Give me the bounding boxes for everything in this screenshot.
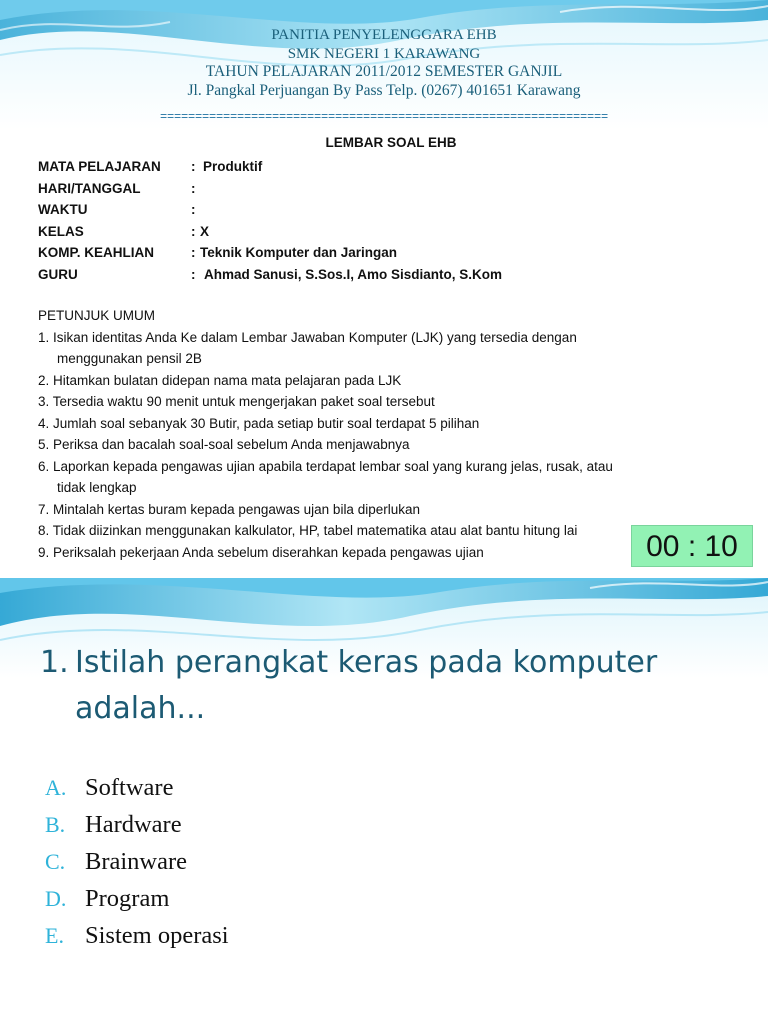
question — [40, 640, 740, 732]
committee-name: PANITIA PENYELENGGARA EHB — [271, 27, 497, 43]
option-letter: C. — [45, 849, 66, 874]
option-letter: D. — [45, 886, 67, 911]
instruction-item: 2. Hitamkan bulatan didepan nama mata pelajaran pada LJK — [38, 372, 402, 388]
option-text: Hardware — [85, 811, 182, 838]
field-colon: : — [191, 223, 196, 239]
school-name: SMK NEGERI 1 KARAWANG — [287, 45, 481, 62]
field-value: Ahmad Sanusi, S.Sos.I, Amo Sisdianto, S.Kom — [204, 266, 503, 282]
academic-year: TAHUN PELAJARAN 2011/2012 SEMESTER GANJIL — [205, 63, 563, 80]
school-header — [0, 26, 768, 100]
instruction-item: 3. Tersedia waktu 90 menit untuk mengerjakan paket soal tersebut — [38, 394, 435, 409]
field-colon: : — [191, 180, 196, 196]
field-label: GURU — [38, 266, 78, 282]
school-address: Jl. Pangkal Perjuangan By Pass Telp. (0267) 401651 Karawang — [187, 81, 581, 99]
question-number: 1. — [40, 645, 69, 680]
instruction-item: 1. Isikan identitas Anda Ke dalam Lembar Jawaban Komputer (LJK) yang tersedia dengan — [38, 329, 577, 345]
instruction-item: 6. Laporkan kepada pengawas ujian apabila terdapat lembar soal yang kurang jelas, rusak, atau — [38, 458, 613, 474]
option-text: Brainware — [85, 848, 188, 875]
option-letter: B. — [45, 812, 66, 837]
field-value: X — [200, 223, 210, 239]
option-text: Sistem operasi — [85, 922, 229, 949]
field-colon: : — [191, 266, 196, 282]
instruction-item: 7. Mintalah kertas buram kepada pengawas ujan bila diperlukan — [38, 501, 420, 517]
instruction-item: 9. Periksalah pekerjaan Anda sebelum diserahkan kepada pengawas ujian — [38, 544, 484, 560]
document-title: LEMBAR SOAL EHB — [325, 135, 457, 150]
field-colon: : — [191, 245, 196, 260]
instruction-item: 8. Tidak diizinkan menggunakan kalkulator, HP, tabel matematika atau alat bantu hitung lai — [38, 523, 578, 538]
field-label: MATA PELAJARAN — [38, 159, 161, 174]
header-separator: ================================================================ — [159, 110, 609, 124]
option-text: Software — [85, 774, 174, 801]
field-colon: : — [191, 159, 196, 174]
field-label: WAKTU — [38, 202, 88, 217]
general-instructions — [38, 305, 678, 563]
field-label: HARI/TANGGAL — [38, 180, 141, 196]
question-text: Istilah perangkat keras pada komputer adalah... — [75, 645, 658, 726]
field-value: Teknik Komputer dan Jaringan — [200, 245, 398, 260]
field-value: Produktif — [203, 159, 263, 174]
option-text: Program — [85, 885, 170, 912]
field-label: KOMP. KEAHLIAN — [38, 245, 155, 260]
field-colon: : — [191, 202, 196, 217]
instruction-item: 4. Jumlah soal sebanyak 30 Butir, pada setiap butir soal terdapat 5 pilihan — [38, 415, 480, 431]
countdown-timer: 00 : 10 — [631, 525, 753, 567]
instruction-item-continuation: menggunakan pensil 2B — [57, 351, 202, 366]
instruction-item-continuation: tidak lengkap — [57, 480, 137, 495]
option-letter: E. — [45, 923, 64, 948]
instruction-item: 5. Periksa dan bacalah soal-soal sebelum Anda menjawabnya — [38, 437, 410, 452]
field-label: KELAS — [38, 223, 84, 239]
instructions-heading: PETUNJUK UMUM — [38, 308, 155, 323]
option-letter: A. — [45, 775, 67, 800]
